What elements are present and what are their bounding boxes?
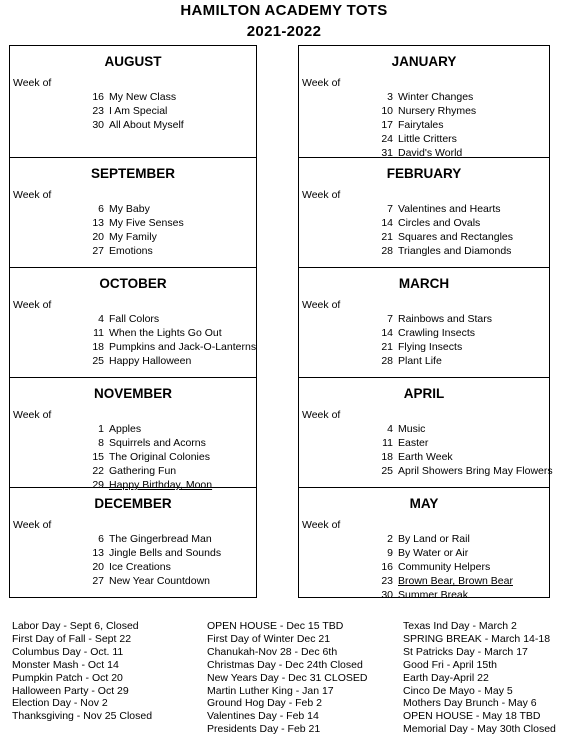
theme-name: The Gingerbread Man: [109, 533, 212, 545]
week-of-label: Week of: [302, 189, 341, 201]
theme-name: Summer Break: [398, 589, 469, 601]
week-date: 13: [92, 547, 104, 559]
theme-row: [299, 533, 549, 547]
week-date: 15: [92, 451, 104, 463]
holiday-item: New Years Day - Dec 31 CLOSED: [207, 671, 368, 684]
theme-row: [10, 465, 256, 479]
holiday-item: Columbus Day - Oct. 11: [12, 645, 124, 658]
theme-name: Fall Colors: [109, 313, 160, 325]
theme-name: My Baby: [109, 203, 150, 215]
week-date: 21: [381, 341, 393, 353]
right-column: [298, 45, 553, 601]
holiday-item: Martin Luther King - Jan 17: [207, 684, 334, 697]
left-column: [9, 45, 257, 598]
theme-name: Apples: [109, 423, 142, 435]
theme-name: Easter: [398, 437, 429, 449]
theme-name: My New Class: [109, 91, 177, 103]
month-name: OCTOBER: [99, 276, 167, 291]
theme-name: Gathering Fun: [109, 465, 177, 477]
holidays-column-3: [403, 620, 556, 736]
theme-row: [299, 575, 549, 589]
theme-row: [299, 423, 549, 437]
theme-row: [10, 575, 256, 589]
month-box-january: [298, 45, 550, 158]
theme-row: [299, 313, 549, 327]
holiday-item: Monster Mash - Oct 14: [12, 658, 119, 671]
month-box-february: [298, 158, 550, 268]
theme-name: Plant Life: [398, 355, 442, 367]
holiday-item: SPRING BREAK - March 14-18: [403, 632, 551, 645]
week-date: 3: [387, 91, 393, 103]
week-date: 25: [381, 465, 393, 477]
theme-row: [10, 217, 256, 231]
theme-row: [10, 119, 256, 133]
theme-row: [299, 91, 549, 105]
week-of-label: Week of: [13, 299, 52, 311]
week-date: 20: [92, 231, 104, 243]
week-date: 10: [381, 105, 393, 117]
holiday-item: Labor Day - Sept 6, Closed: [12, 620, 139, 632]
holiday-item: First Day of Fall - Sept 22: [12, 632, 132, 645]
week-date: 11: [93, 327, 104, 339]
month-box-april: [298, 378, 553, 488]
theme-name: Crawling Insects: [398, 327, 476, 339]
theme-name: Music: [398, 423, 426, 435]
month-name: NOVEMBER: [93, 386, 172, 401]
theme-name: Valentines and Hearts: [398, 203, 501, 215]
week-date: 4: [387, 423, 393, 435]
holiday-item: St Patricks Day - March 17: [403, 645, 528, 658]
month-name: JANUARY: [391, 54, 457, 69]
week-date: 27: [92, 575, 104, 587]
week-of-label: Week of: [302, 519, 341, 531]
holiday-item: Good Fri - April 15th: [403, 658, 497, 671]
theme-name: Happy Halloween: [109, 355, 192, 367]
theme-name: All About Myself: [109, 119, 184, 131]
holiday-item: Memorial Day - May 30th Closed: [403, 723, 556, 736]
theme-name: New Year Countdown: [109, 575, 210, 587]
theme-row: [299, 451, 549, 465]
month-name: DECEMBER: [94, 496, 172, 511]
theme-row: [299, 119, 549, 133]
theme-name: Fairytales: [398, 119, 444, 131]
week-date: 22: [92, 465, 104, 477]
theme-row: [10, 355, 256, 369]
week-date: 29: [92, 479, 104, 491]
theme-name: By Land or Rail: [398, 533, 470, 545]
month-box-october: [9, 268, 257, 378]
month-name: MARCH: [398, 276, 450, 291]
week-date: 6: [98, 533, 104, 545]
theme-row: [10, 203, 256, 217]
week-date: 25: [92, 355, 104, 367]
month-name: FEBRUARY: [386, 166, 462, 181]
theme-row: [10, 91, 256, 105]
theme-row: [10, 561, 256, 575]
week-of-label: Week of: [13, 189, 52, 201]
holiday-item: OPEN HOUSE - May 18 TBD: [403, 710, 541, 723]
week-date: 23: [381, 575, 393, 587]
week-date: 6: [98, 203, 104, 215]
holiday-item: Valentines Day - Feb 14: [207, 710, 319, 723]
week-date: 14: [381, 327, 393, 339]
holiday-item: Halloween Party - Oct 29: [12, 684, 129, 697]
week-date: 21: [381, 231, 393, 243]
theme-row: [10, 423, 256, 437]
holiday-item: Earth Day-April 22: [403, 671, 489, 684]
theme-name: Circles and Ovals: [398, 217, 481, 229]
holiday-item: Pumpkin Patch - Oct 20: [12, 671, 123, 684]
holiday-item: Thanksgiving - Nov 25 Closed: [12, 710, 153, 723]
page-title: HAMILTON ACADEMY TOTS: [180, 2, 388, 19]
week-date: 18: [92, 341, 104, 353]
theme-row: [10, 341, 256, 355]
theme-row: [299, 547, 549, 561]
holiday-item: Election Day - Nov 2: [12, 697, 108, 710]
week-of-label: Week of: [13, 409, 52, 421]
week-date: 13: [92, 217, 104, 229]
holiday-item: Presidents Day - Feb 21: [207, 723, 321, 736]
holiday-item: Cinco De Mayo - May 5: [403, 684, 513, 697]
month-name: APRIL: [403, 386, 445, 401]
week-date: 7: [387, 313, 393, 325]
theme-name: Little Critters: [398, 133, 457, 145]
theme-row: [10, 313, 256, 327]
theme-name: April Showers Bring May Flowers: [398, 465, 553, 477]
theme-row: [299, 341, 549, 355]
theme-name: Jingle Bells and Sounds: [109, 547, 222, 559]
theme-row: [10, 231, 256, 245]
theme-name: Pumpkins and Jack-O-Lanterns: [109, 341, 257, 353]
week-of-label: Week of: [13, 519, 52, 531]
month-box-august: [9, 45, 257, 158]
theme-name: Rainbows and Stars: [398, 313, 492, 325]
week-of-label: Week of: [302, 299, 341, 311]
theme-row: [10, 327, 256, 341]
theme-row: [299, 105, 549, 119]
month-box-march: [298, 268, 550, 378]
holiday-item: OPEN HOUSE - Dec 15 TBD: [207, 620, 344, 632]
theme-name: I Am Special: [109, 105, 168, 117]
week-date: 27: [92, 245, 104, 257]
holiday-item: First Day of Winter Dec 21: [207, 632, 331, 645]
theme-row: [299, 231, 549, 245]
theme-name: Squirrels and Acorns: [109, 437, 206, 449]
theme-name: My Family: [109, 231, 157, 243]
theme-name: Brown Bear, Brown Bear: [398, 575, 513, 587]
holiday-item: Christmas Day - Dec 24th Closed: [207, 658, 363, 671]
week-date: 9: [387, 547, 393, 559]
week-date: 8: [98, 437, 104, 449]
week-date: 1: [98, 423, 104, 435]
theme-name: Earth Week: [398, 451, 453, 463]
theme-name: Community Helpers: [398, 561, 491, 573]
theme-row: [299, 561, 549, 575]
month-name: SEPTEMBER: [90, 166, 175, 181]
holiday-item: Mothers Day Brunch - May 6: [403, 697, 537, 710]
week-date: 2: [387, 533, 393, 545]
week-date: 7: [387, 203, 393, 215]
week-of-label: Week of: [13, 77, 52, 89]
month-box-september: [9, 158, 257, 268]
week-date: 17: [381, 119, 393, 131]
theme-row: [299, 217, 549, 231]
week-date: 16: [92, 91, 104, 103]
holidays-column-2: [207, 620, 367, 736]
theme-row: [10, 437, 256, 451]
theme-row: [299, 327, 549, 341]
month-name: MAY: [409, 496, 439, 511]
theme-row: [299, 465, 553, 479]
week-date: 14: [381, 217, 393, 229]
week-date: 18: [381, 451, 393, 463]
theme-row: [299, 589, 549, 603]
theme-row: [10, 105, 256, 119]
week-date: 28: [381, 355, 393, 367]
week-date: 31: [381, 147, 393, 159]
theme-row: [10, 451, 256, 465]
week-of-label: Week of: [302, 77, 341, 89]
theme-name: Triangles and Diamonds: [398, 245, 512, 257]
theme-name: Winter Changes: [398, 91, 474, 103]
week-date: 11: [382, 437, 393, 449]
holidays-column-1: [12, 620, 152, 723]
theme-row: [299, 355, 549, 369]
theme-row: [10, 533, 256, 547]
theme-row: [10, 547, 256, 561]
week-date: 23: [92, 105, 104, 117]
week-date: 24: [381, 133, 393, 145]
holiday-item: Ground Hog Day - Feb 2: [207, 697, 322, 710]
school-year: 2021-2022: [246, 23, 322, 40]
month-box-december: [9, 488, 257, 598]
month-box-may: [298, 488, 550, 601]
holiday-item: Texas Ind Day - March 2: [403, 620, 517, 632]
theme-name: Emotions: [109, 245, 153, 257]
week-of-label: Week of: [302, 409, 341, 421]
theme-row: [10, 245, 256, 259]
theme-name: Ice Creations: [109, 561, 171, 573]
theme-name: Nursery Rhymes: [398, 105, 477, 117]
theme-name: Squares and Rectangles: [398, 231, 513, 243]
week-date: 28: [381, 245, 393, 257]
week-date: 30: [92, 119, 104, 131]
theme-name: David's World: [398, 147, 463, 159]
holiday-item: Chanukah-Nov 28 - Dec 6th: [207, 645, 338, 658]
week-date: 16: [381, 561, 393, 573]
month-box-november: [9, 378, 257, 491]
theme-name: Flying Insects: [398, 341, 463, 353]
week-date: 20: [92, 561, 104, 573]
theme-name: The Original Colonies: [109, 451, 210, 463]
theme-row: [299, 245, 549, 259]
theme-name: Happy Birthday, Moon: [109, 479, 213, 491]
theme-row: [299, 203, 549, 217]
theme-name: My Five Senses: [109, 217, 184, 229]
week-date: 4: [98, 313, 104, 325]
theme-row: [299, 437, 549, 451]
theme-row: [299, 133, 549, 147]
month-name: AUGUST: [104, 54, 162, 69]
theme-name: When the Lights Go Out: [109, 327, 222, 339]
theme-name: By Water or Air: [398, 547, 469, 559]
week-date: 30: [381, 589, 393, 601]
